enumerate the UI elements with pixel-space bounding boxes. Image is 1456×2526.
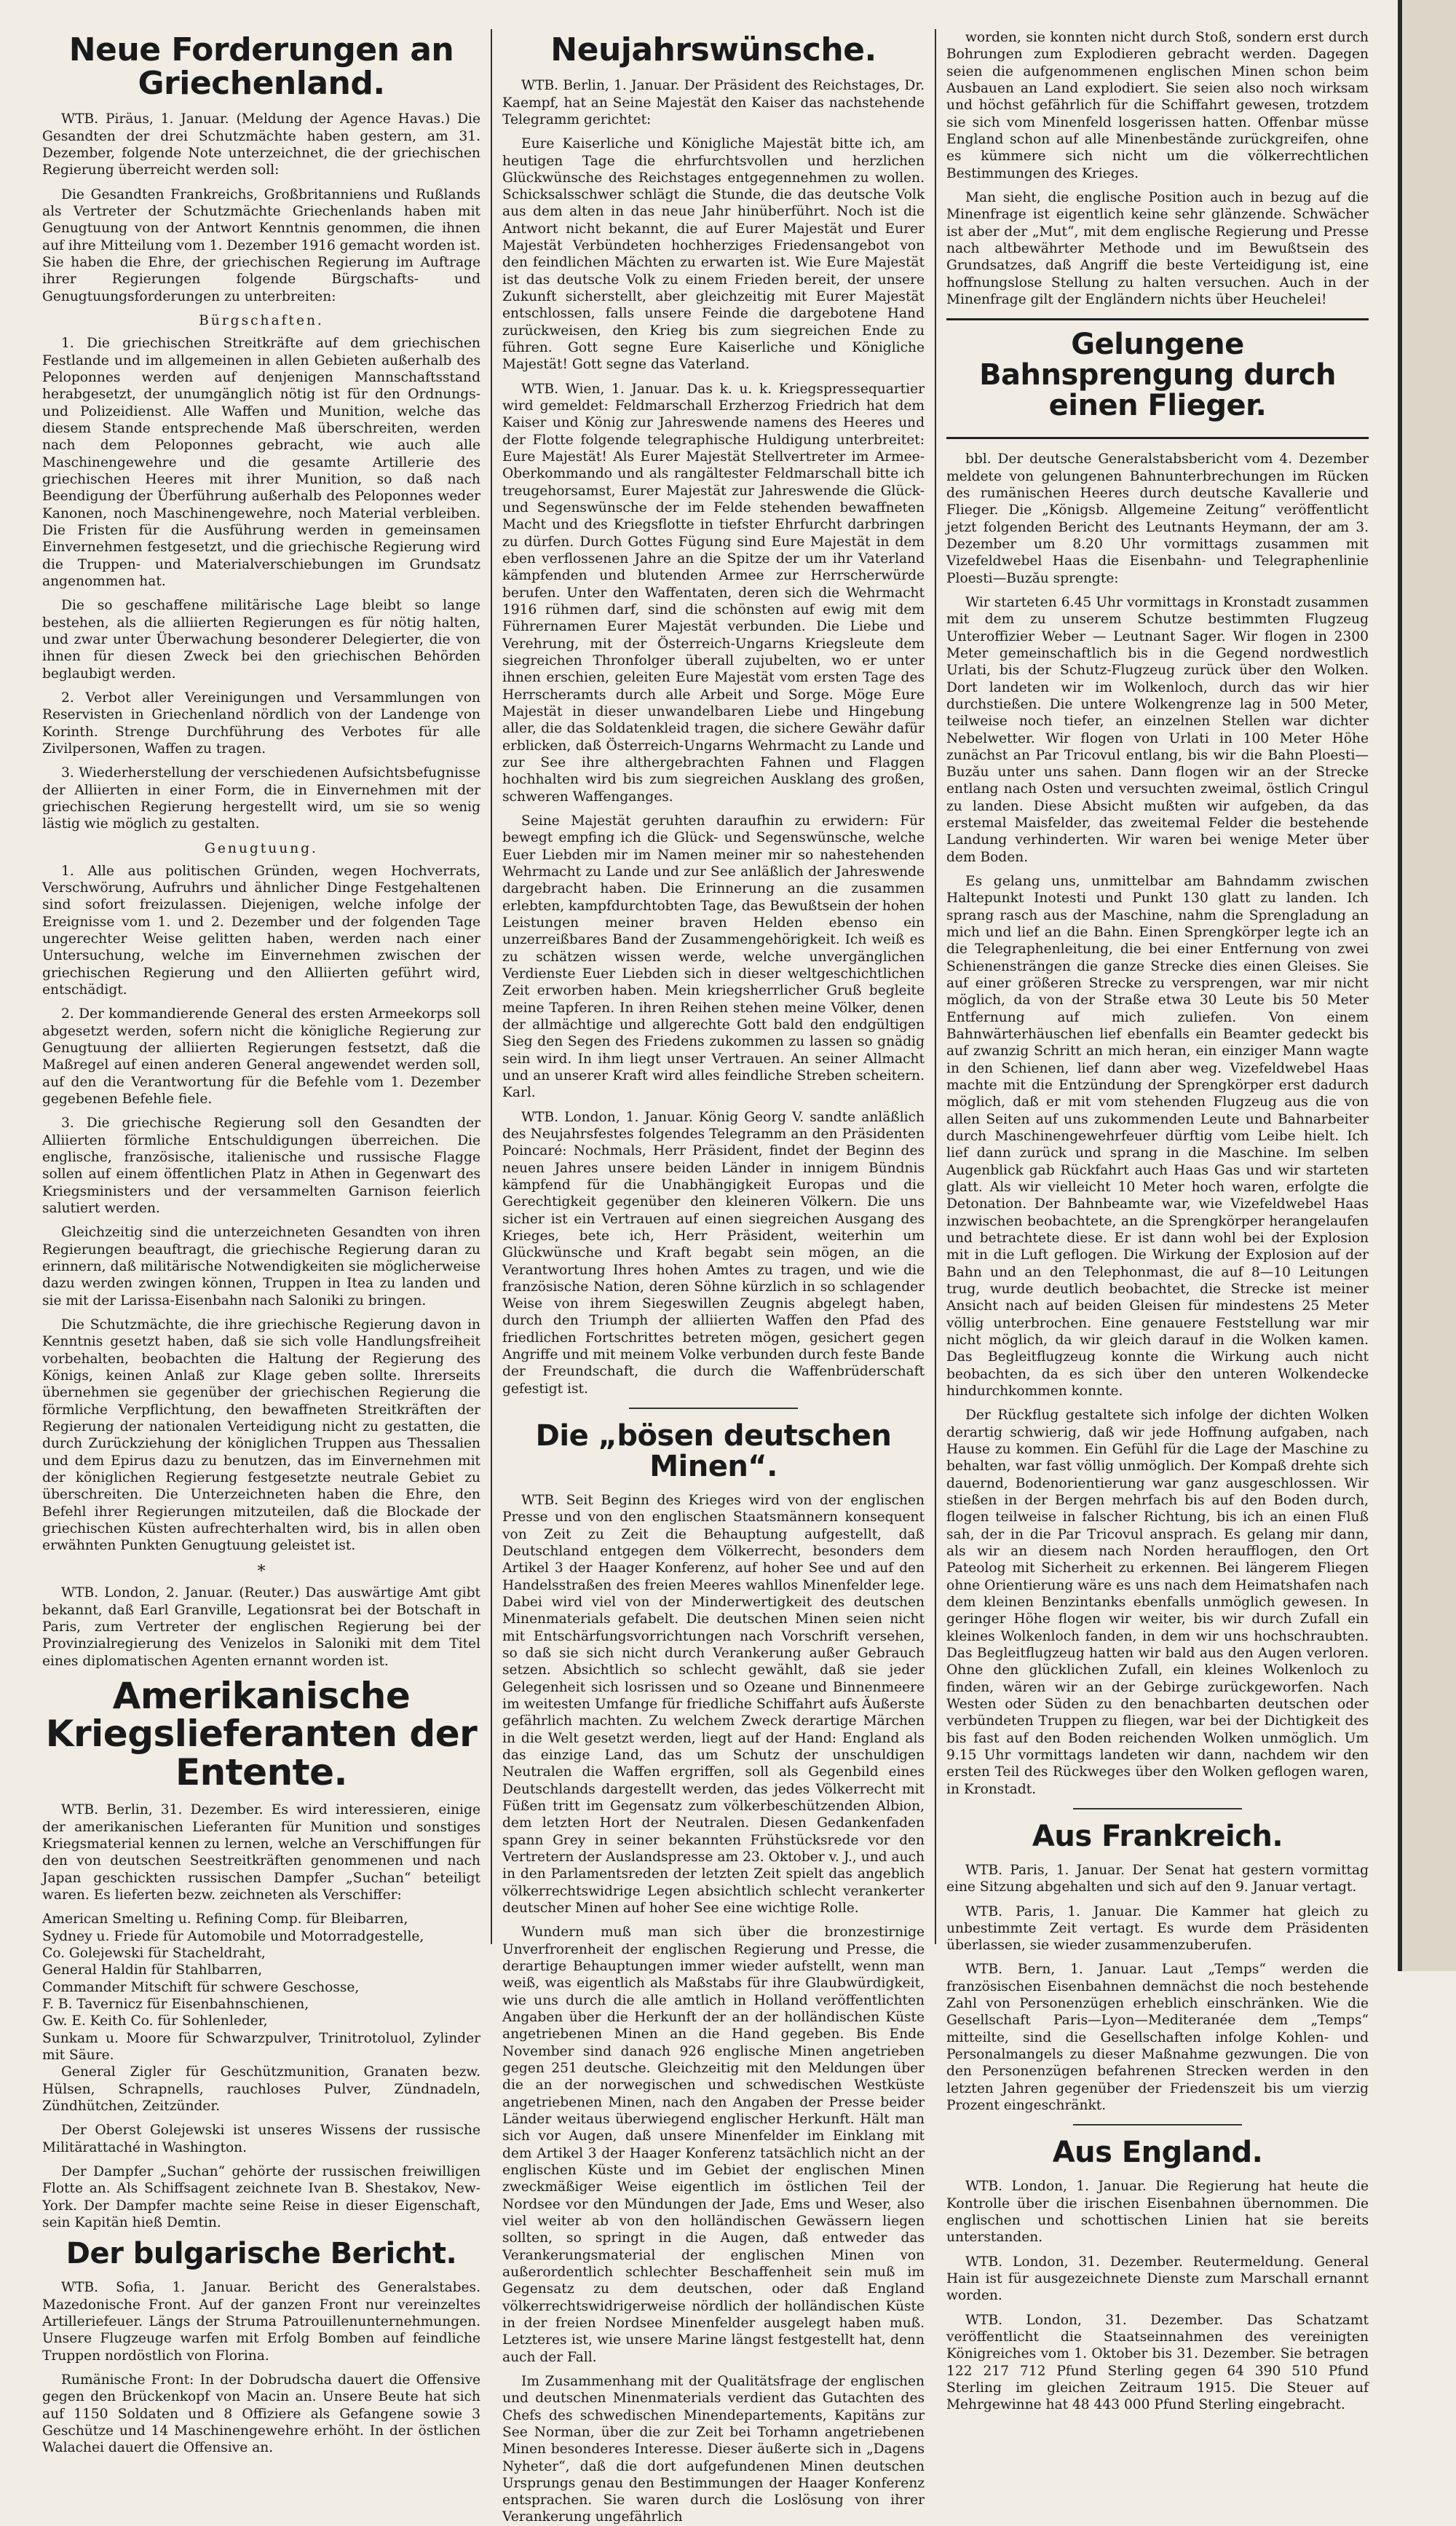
paragraph: WTB. Wien, 1. Januar. Das k. u. k. Kriegspressequartier wird gemeldet: Feldmarschall Erzherzog Friedrich hat dem Kaiser und König zur Jahreswende namens des Heeres und der Flotte folgende telegraphische Huldigung unterbreitet: Eure Majestät! Als Eurer Majestät Stellvertreter im Armee-Oberkommando und als rangältester Feldmarschall bitte ich treugehorsamst, Eurer Majestät zur Jahreswende die Glück- und Segenswünsche der im Felde stehenden bewaffneten Macht und des Kriegsflotte in tiefster Ehrfurcht darbringen zu dürfen. Durch Gottes Fügung sind Eure Majestät in dem eben verflossenen Jahre an die Spitze der um ihr Vaterland kämpfenden und blutenden Armee zur Herrscherwürde berufen. Unter den Waffentaten, deren sich die Wehrmacht 1916 rühmen darf, sind die schönsten auf ewig mit dem Führernamen Eurer Majestät verbunden. Die Liebe und Verehrung, mit der Österreich-Ungarns Kriegsleute dem siegreichen Thronfolger überall zujubelten, wo er unter ihnen erschien, geleiten Eure Majestät vom ersten Tage des Herrscheramts durch alle Arbeit und Sorge. Möge Eure Majestät in dieser unwandelbaren Liebe und Hingebung aller, die das Soldatenkleid tragen, die sichere Gewähr dafür erblicken, daß Österreich-Ungarns Wehrmacht zu Lande und zur See ihre althergebrachten Fahnen und Flaggen hochhalten wird bis zum siegreichen Ausklang des großen, schweren Waffenganges. xyxy=(502,381,925,805)
column-1 xyxy=(32,29,491,2456)
section-divider xyxy=(1073,1808,1242,1809)
headline-minen: Die „bösen deutschen Minen“. xyxy=(535,1419,892,1484)
list-item: F. B. Tavernicz für Eisenbahnschienen, xyxy=(42,1996,309,2012)
column-2 xyxy=(491,29,935,2525)
paragraph: WTB. London, 1. Januar. Die Regierung hat heute die Kontrolle über die irischen Eisenbahnen übernommen. Die englischen und schottischen Linien hat sie bereits unterstanden. xyxy=(946,2179,1369,2246)
section-divider xyxy=(1073,2124,1242,2126)
newspaper-page xyxy=(32,29,1379,2525)
paragraph: Der Rückflug gestaltete sich infolge der dichten Wolken derartig schwierig, daß wir jede Hoffnung aufgaben, nach Hause zu kommen. Ein Gefühl für die Lage der Maschine zu behalten, war fast völlig unmöglich. Der Kompaß drehte sich dauernd, Bodenorientierung war ganz ausgeschlossen. Wir stießen in der Bergen mehrfach bis auf den Boden durch, flogen teilweise in falscher Richtung, bis ich an einen Fluß sah, der in die Par Tricovul ansprach. Es gelang mir dann, als wir an diesem nach Norden heraufflogen, den Ort Pateolog mit Sicherheit zu erkennen. Bei längerem Fliegen ohne Orientierung wäre es uns nach dem Heimatshafen nach dem kleinen Benzintanks ebenfalls unmöglich gewesen. In geringer Höhe flogen wir weiter, bis wir durch Zufall ein kleines Wolkenloch fanden, in dem wir uns hochschraubten. Das Begleitflugzeug hatten wir bald aus den Augen verloren. Ohne den glücklichen Zufall, ein kleines Wolkenloch zu finden, wären wir an der Gebirge zurückgeworfen. Nach Westen oder Süden zu den benachbarten deutschen oder verbündeten Truppen zu fliegen, war bei der Dichtigkeit des bis fast auf den Boden reichenden Wolken unmöglich. Um 9.15 Uhr vormittags landeten wir dann, nachdem wir den ersten Teil des Rückweges über den Wolken geflogen waren, in Kronstadt. xyxy=(946,1408,1369,1797)
paragraph: WTB. Berlin, 1. Januar. Der Präsident des Reichstages, Dr. Kaempf, hat an Seine Majestät den Kaiser das nachstehende Telegramm gerichtet: xyxy=(502,78,925,127)
paragraph: worden, sie konnten nicht durch Stoß, sondern erst durch Bohrungen zum Explodieren gebracht werden. Dagegen seien die aufgenommenen englischen Minen schon beim Ausbauen an Land explodiert. Sie seien also noch wirksam und höchst gefährlich für die Schiffahrt gewesen, trotzdem sie sich vom Minenfeld losgerissen hatten. Offenbar müsse England schon auf alle Minenbestände zurückgreifen, ohne es kümmere sich nicht um die völkerrechtlichen Bestimmungen des Krieges. xyxy=(946,30,1369,181)
paragraph: Der Oberst Golejewski ist unseres Wissens der russische Militärattaché in Washington. xyxy=(42,2123,480,2155)
paragraph: Seine Majestät geruhten daraufhin zu erwidern: Für bewegt empfing ich die Glück- und Segenswünsche, welche Euer Liebden mir im Namen meiner mir so nahestehenden Wehrmacht zu Lande und zur See anläßlich der Jahreswende dargebracht haben. Die Erinnerung an die zusammen erlebten, kampfdurchtobten Tage, das Bewußtsein der hohen Leistungen meiner braven Helden ebenso ein unzerreißbares Band der Zusammengehörigkeit. Ich weiß es zu schätzen wissen werde, welche unvergänglichen Verdienste Euer Liebden sich in dieser weltgeschichtlichen Zeit erworben haben. Mein kriegsherrlicher Gruß begleite meine Tapferen. In ihren Reihen stehen meine Völker, denen der allmächtige und allgerechte Gott bald den endgültigen Sieg den Segen des Friedens zukommen zu lassen so gnädig sein wird. In ihm liegt unser Vertrauen. An seiner Allmacht und an unserer Kraft wird alles feindliche Streben scheitern. Karl. xyxy=(502,813,925,1101)
headline-frankreich: Aus Frankreich. xyxy=(1032,1819,1283,1853)
paragraph: WTB. Seit Beginn des Krieges wird von der englischen Presse und von den englischen Staatsmännern konsequent von Zeit zu Zeit die Behauptung aufgestellt, daß Deutschland entgegen dem Völkerrecht, besonders dem Artikel 3 der Haager Konferenz, auf hoher See und auf den Handelsstraßen des freien Meeres wahllos Minenfelder lege. Dabei wird viel von der Minderwertigkeit des deutschen Minenmaterials gefabelt. Die deutschen Minen seien nicht mit Entschärfungsvorrichtungen nach Vorschrift versehen, so daß sie sich nicht durch Verankerung außer Gebrauch setzen. Absichtlich so schlecht gewählt, daß sie jeder Gelegenheit sich losrissen und so Ozeane und Binnenmeere im weitesten Umfange für friedliche Schiffahrt aufs Äußerste gefährlich machten. Zu welchem Zweck derartige Märchen in die Welt gesetzt werden, liegt auf der Hand: England als das einzige Land, das um Schutz der unschuldigen Neutralen die Waffen ergriffen, soll als Gegenbild eines Deutschlands dargestellt werden, das jedes Völkerrecht mit Füßen tritt im Gegensatz zum völkerbeschützenden Albion, dem letzten Hort der Neutralen. Diesen Gedankenfaden spann Grey in seiner bekannten Frühstücksrede vor den Vertretern der Auslandspresse am 23. Oktober v. J., und auch in den Parlamentsreden der letzten Zeit spielt das angeblich völkerrechtswidrige Legen absichtlich schlecht verankerter deutscher Minen auf hoher See eine wichtige Rolle. xyxy=(502,1493,925,1916)
page-margin xyxy=(1402,0,1456,1971)
section-star: * xyxy=(257,1562,266,1581)
paragraph: WTB. Paris, 1. Januar. Die Kammer hat gleich zu unbestimmte Zeit vertagt. Es wurde dem Präsidenten überlassen, sie wieder zusammenzuberufen. xyxy=(946,1903,1369,1954)
list-item: Sunkam u. Moore für Schwarzpulver, Trinitrotoluol, Zylinder mit Säure. xyxy=(42,2030,480,2063)
paragraph: WTB. Piräus, 1. Januar. (Meldung der Agence Havas.) Die Gesandten der drei Schutzmächte haben gestern, am 31. Dezember, folgende Note unterzeichnet, die der griechischen Regierung überreicht werden soll: xyxy=(42,111,480,178)
headline-bulgarisch: Der bulgarische Bericht. xyxy=(66,2237,457,2271)
paragraph: 1. Alle aus politischen Gründen, wegen Hochverrats, Verschwörung, Aufruhrs und ähnlicher Dinge Festgehaltenen sind sofort freizulassen. Diejenigen, welche infolge der Ereignisse vom 1. und 2. Dezember und der folgenden Tage ungerechter Weise gelitten haben, werden nach einer Untersuchung, welche im Einvernehmen zwischen der griechischen Regierung und den Alliierten geführt wird, entschädigt. xyxy=(42,863,480,998)
subheading-buergschaften: Bürgschaften. xyxy=(199,312,324,328)
paragraph: Rumänische Front: In der Dobrudscha dauert die Offensive gegen den Brückenkopf von Macin an. Unsere Beute hat sich auf 1150 Soldaten und 8 Offiziere als Gefangene sowie 3 Geschütze und 14 Maschinengewehre erhöht. In der östlichen Walachei dauert die Offensive an. xyxy=(42,2372,480,2456)
headline-griechenland: Neue Forderungen an Griechenland. xyxy=(68,31,454,103)
supplier-list xyxy=(42,1911,480,2064)
headline-box xyxy=(946,318,1369,439)
paragraph: WTB. London, 31. Dezember. Das Schatzamt veröffentlicht die Staatseinnahmen des vereinigten Königreiches vom 1. Oktober bis 31. Dezember. Sie betragen 122 217 712 Pfund Sterling gegen 64 390 510 Pfund Sterling im gleichen Zeitraum 1915. Die Steuer auf Mehrgewinne hat 48 443 000 Pfund Sterling eingebracht. xyxy=(946,2312,1369,2413)
paragraph: Eure Kaiserliche und Königliche Majestät bitte ich, am heutigen Tage die ehrfurchtsvollen und herzlichen Glückwünsche des Reichstages entgegennehmen zu wollen. Schicksalsschwer schlägt die Stunde, die das deutsche Volk aus dem alten in das neue Jahr hinüberführt. Noch ist die Antwort nicht bekannt, die auf Eurer Majestät und Eurer Majestät Verbündeten hochherziges Friedensangebot von den feindlichen Mächten zu erwarten ist. Wie Eure Majestät ist das deutsche Volk zu einem Frieden bereit, der unsere Zukunft sicherstellt, aber gleichzeitig mit Eurer Majestät entschlossen, falls unsere Feinde die dargebotene Hand zurückweisen, den Krieg bis zum siegreichen Ende zu führen. Gott segne Eure Kaiserliche und Königliche Majestät! Gott segne das Vaterland. xyxy=(502,136,925,373)
paragraph: 2. Verbot aller Vereinigungen und Versammlungen von Reservisten in Griechenland nördlich von der Landenge von Korinth. Strenge Durchführung des Verbotes für alle Zivilpersonen, Waffen zu tragen. xyxy=(42,690,480,757)
paragraph: 3. Wiederherstellung der verschiedenen Aufsichtsbefugnisse der Alliierten in einer Form, die in Einvernehmen mit der griechischen Regierung hergestellt wird, um sie so wenig lästig wie möglich zu gestalten. xyxy=(42,765,480,832)
list-item: Gw. E. Keith Co. für Sohlenleder, xyxy=(42,2013,268,2029)
section-divider xyxy=(629,1408,798,1409)
paragraph: Die Gesandten Frankreichs, Großbritanniens und Rußlands als Vertreter der Schutzmächte Griechenlands haben mit Genugtuung von der Antwort Kenntnis genommen, die ihnen auf ihre Mitteilung vom 1. Dezember 1916 gemacht worden ist. Sie haben die Ehre, der griechischen Regierung im Auftrage ihrer Regierungen folgende Bürgschafts- und Genugtuungsforderungen zu unterbreiten: xyxy=(42,186,480,304)
paragraph: Im Zusammenhang mit der Qualitätsfrage der englischen und deutschen Minenmaterials verdient das Gutachten des Chefs des schwedischen Minendepartements, Kapitäns zur See Norman, über die zur Zeit bei Torhamn angetriebenen Minen besonderes Interesse. Dieser äußerte sich in „Dagens Nyheter“, daß die dort aufgefundenen Minen deutschen Ursprungs genau den Bestimmungen der Haager Konferenz entsprachen. Sie waren durch die Loslösung von ihrer Verankerung ungefährlich xyxy=(502,2373,925,2525)
paragraph: General Zigler für Geschützmunition, Granaten bezw. Hülsen, Schrapnells, rauchloses Pulver, Zündnadeln, Zündhütchen, Zeitzünder. xyxy=(42,2064,480,2114)
paragraph: 3. Die griechische Regierung soll den Gesandten der Alliierten förmliche Entschuldigungen überreichen. Die englische, französische, italienische und russische Flagge sollen auf einem öffentlichen Platz in Athen in Gegenwart des Kriegsministers und der versammelten Garnison feierlich salutiert werden. xyxy=(42,1116,480,1217)
list-item: American Smelting u. Refining Comp. für Bleibarren, xyxy=(42,1911,408,1927)
paragraph: Gleichzeitig sind die unterzeichneten Gesandten von ihren Regierungen beauftragt, die griechische Regierung daran zu erinnern, daß militärische Notwendigkeiten sie möglicherweise dazu werden zwingen können, Truppen in Itea zu landen und sie mit der Larissa-Eisenbahn nach Saloniki zu bringen. xyxy=(42,1225,480,1309)
paragraph: WTB. Berlin, 31. Dezember. Es wird interessieren, einige der amerikanischen Lieferanten für Munition und sonstiges Kriegsmaterial kennen zu lernen, welche an Verschiffungen für den von deutschen Seestreitkräften genommenen und nach Japan geschickten russischen Dampfer „Suchan“ beteiligt waren. Es lieferten bezw. zeichneten als Verschiffer: xyxy=(42,1802,480,1903)
paragraph: Wundern muß man sich über die bronzestirnige Unverfrorenheit der englischen Regierung und Presse, die derartige Behauptungen immer wieder aufstellt, wenn man weiß, was eigentlich als Maßstabs für ihre Glaubwürdigkeit, wie uns durch die alle amtlich in Holland veröffentlichten Angaben über die Herkunft der an der holländischen Küste angetriebenen Minen an die Hand gegeben. Bis Ende November sind danach 926 englische Minen angetrieben gegen 251 deutsche. Gleichzeitig mit den Meldungen über die an der norwegischen und schwedischen Westküste angetriebenen Minen, nach den Angaben der Presse beider Länder weitaus überwiegend englischer Herkunft. Hält man sich vor Augen, daß unsere Minenfelder im Einklang mit dem Artikel 3 der Haager Konferenz tatsächlich nicht an der englischen Küste und im Gebiet der englischen Minen zweckmäßiger Weise eigentlich im östlichen Teil der Nordsee vor den Mündungen der Jade, Ems und Weser, also viel weiter ab von den holländischen Gewässern liegen sollten, so springt in die Augen, daß entweder das Verankerungsmaterial der englischen Minen von außerordentlich schlechter Beschaffenheit sein muß im Gegensatz zu dem deutschen, oder daß England völkerrechtswidrigerweise nördlich der holländischen Küste in der freien Nordsee Minenfelder ausgelegt haben muß. Letzteres ist, wie unsere Marine längst festgestellt hat, denn auch der Fall. xyxy=(502,1925,925,2365)
paragraph: Die so geschaffene militärische Lage bleibt so lange bestehen, als die alliierten Regierungen es für nötig halten, und zwar unter Überwachung besonderer Delegierter, die von ihnen für diesen Zweck bei den griechischen Behörden beglaubigt werden. xyxy=(42,598,480,682)
paragraph: 1. Die griechischen Streitkräfte auf dem griechischen Festlande und im allgemeinen in allen Gebieten außerhalb des Peloponnes werden auf denjenigen Mannschaftsstand herabgesetzt, der unumgänglich nötig ist für den Ordnungs- und Polizeidienst. Alle Waffen und Munition, welche das diesem Stande entsprechende Maß überschreiten, werden nach dem Peloponnes gebracht, wie auch alle Maschinengewehre und die gesamte Artillerie des griechischen Heeres mit ihrer Munition, so daß nach Beendigung der Überführung außerhalb des Peloponnes weder Kanonen, noch Maschinengewehre, noch Material verbleiben. Die Fristen für die Ausführung werden in gemeinsamen Einvernehmen festgesetzt, und die griechische Regierung wird die Truppen- und Materialverschiebungen im Grundsatz angenommen hat. xyxy=(42,336,480,589)
paragraph: WTB. London, 31. Dezember. Reutermeldung. General Hain ist für ausgezeichnete Dienste zum Marschall ernannt worden. xyxy=(946,2254,1369,2304)
headline-bahnsprengung: Gelungene Bahnsprengung durch einen Flieger. xyxy=(979,328,1336,423)
paragraph: 2. Der kommandierende General des ersten Armeekorps soll abgesetzt werden, sofern nicht die königliche Regierung zur Genugtuung der alliierten Regierungen festsetzt, daß die Maßregel auf einen anderen General angewendet werden soll, auf den die Verantwortung für die Befehle vom 1. Dezember gegebenen Befehle fiele. xyxy=(42,1006,480,1108)
subheading-genugtuung: Genugtuung. xyxy=(205,840,318,856)
paragraph: Es gelang uns, unmittelbar am Bahndamm zwischen Haltepunkt Inotesti und Punkt 130 glatt zu landen. Ich sprang rasch aus der Maschine, nahm die Sprengladung an mich und lief an die Bahn. Einen Sprengkörper legte ich an die Telegraphenleitung, die bei einer Entfernung von zwei Schienensträngen die ganze Strecke dies einen Gleises. Sie auf einer größeren Strecke zu versprengen, war mir nicht möglich, da von der Straße etwa 30 Leute bis 50 Meter Entfernung auf mich zuliefen. Von einem Bahnwärterhäuschen lief ebenfalls ein Beamter gedeckt bis auf zwanzig Schritt an mich heran, ein einziger Mann wagte in den Schienen, lief dann aber weg. Vizefeldwebel Haas machte mit die Entzündung der Sprengkörper erst dadurch möglich, daß er mit vom stehenden Flugzeug aus die von allen Seiten auf uns zukommenden Leute und Bahnarbeiter durch Maschinengewehrfeuer dürftig vom Leibe hielt. Ich lief dann zurück und sprang in die Maschine. Im selben Augenblick gab Rückfahrt auch Haas Gas und wir starteten glatt. Als wir vielleicht 10 Meter hoch waren, erfolgte die Detonation. Der Bahnbeamte war, wie Vizefeldwebel Haas inzwischen beobachtete, an die Sprengkörper herangelaufen und betrachtete diese. Er ist dann wohl bei der Explosion mit in die Luft geflogen. Die Wirkung der Explosion auf der Bahn und an den Telephonmast, die auf 8—10 Leitungen trug, wurde deutlich beobachtet, die Strecke ist meiner Ansicht nach auf beiden Gleisen für mindestens 25 Meter völlig unterbrochen. Eine genauere Feststellung war mir nicht möglich, da wir gleich darauf in die Wolken kamen. Das Begleitflugzeug konnte die Wirkung auch nicht beobachten, da es sich über den unteren Wolkendecke hindurchkommen konnte. xyxy=(946,874,1369,1399)
paragraph: Wir starteten 6.45 Uhr vormittags in Kronstadt zusammen mit dem zu unserem Schutze bestimmten Flugzeug Unteroffizier Weber — Leutnant Sager. Wir flogen in 2300 Meter gemeinschaftlich bis in die Gegend nordwestlich Urlati, bis der Schutz-Flugzeug zurück über den Wolken. Dort landeten wir im Wolkenloch, durch das wir hier durchstießen. Die untere Wolkengrenze lag in 500 Meter, teilweise noch tiefer, an einzelnen Stellen war dichter Nebelwetter. Wir flogen von Urlati in 100 Meter Höhe zunächst an Par Tricovul entlang, bis wir die Bahn Ploesti—Buzău unter uns sahen. Dann flogen wir an der Strecke entlang nach Osten und versuchten zweimal, östlich Cringul zu landen. Diese Absicht mußten wir aufgeben, da das erstemal Maisfelder, das zweitemal Felder die bestehende Landung verhinderten. Wir waren bei wenige Meter über dem Boden. xyxy=(946,594,1369,865)
headline-kriegslieferanten: Amerikanische Kriegslieferanten der Entente. xyxy=(45,1674,478,1793)
paragraph: WTB. London, 1. Januar. König Georg V. sandte anläßlich des Neujahrsfestes folgendes Telegramm an den Präsidenten Poincaré: Nochmals, Herr Präsident, findet der Beginn des neuen Jahres unsere beiden Länder in innigem Bündnis kämpfend für die Unabhängigkeit Europas und die Gerechtigkeit gegenüber den kleineren Völkern. Die uns sicher ist ein Vertrauen auf einen siegreichen Ausgang des Krieges, bete ich, Herr Präsident, weiterhin um Glückwünsche und Kraft begabt sein mögen, an die Verantwortung Ihres hohen Amtes zu tragen, und wie die französische Nation, deren Söhne kürzlich in so schlagender Weise von ihrem Siegeswillen Zeugnis abgelegt haben, durch den Triumph der alliierten Waffen den Pfad des friedlichen Fortschrittes betreten mögen, gesichert gegen Angriffe und mit meinem Volke verbunden durch feste Bande der Freundschaft, die durch die Waffenbrüderschaft gefestigt ist. xyxy=(502,1109,925,1397)
paragraph: Der Dampfer „Suchan“ gehörte der russischen freiwilligen Flotte an. Als Schiffsagent zeichnete Ivan B. Shestakov, New-York. Der Dampfer machte seine Reise in dieser Eigenschaft, sein Kapitän hieß Demtin. xyxy=(42,2163,480,2230)
list-item: Sydney u. Friede für Automobile und Motorradgestelle, xyxy=(42,1928,424,1944)
paragraph: bbl. Der deutsche Generalstabsbericht vom 4. Dezember meldete von gelungenen Bahnunterbrechungen im Rücken des rumänischen Heeres durch deutsche Kavallerie und Flieger. Die „Königsb. Allgemeine Zeitung“ veröffentlicht jetzt folgenden Bericht des Leutnants Heymann, der am 3. Dezember um 8.20 Uhr vormittags zusammen mit Vizefeldwebel Haas die Eisenbahn- und Telegraphenlinie Ploesti—Buzău sprengte: xyxy=(946,451,1369,586)
paragraph: Man sieht, die englische Position auch in bezug auf die Minenfrage ist eigentlich keine sehr glänzende. Schwächer ist aber der „Mut“, mit dem englische Regierung und Presse nach altbewährter Methode und im Bewußtsein des Grundsatzes, daß Angriff die beste Verteidigung ist, eine hoffnungslose Stellung zu halten versuchen. Auch in der Minenfrage gilt der Engländern nichts über Heuchelei! xyxy=(946,189,1369,307)
headline-england: Aus England. xyxy=(1052,2136,1263,2170)
column-3 xyxy=(935,29,1379,2413)
list-item: General Haldin für Stahlbarren, xyxy=(42,1962,263,1978)
headline-neujahrswuensche: Neujahrswünsche. xyxy=(550,31,877,68)
list-item: Co. Golejewski für Stacheldraht, xyxy=(42,1946,266,1961)
paragraph: WTB. Sofia, 1. Januar. Bericht des Generalstabes. Mazedonische Front. Auf der ganzen Front nur vereinzeltes Artilleriefeuer. Längs der Struma Patrouillenunternehmungen. Unsere Flugzeuge warfen mit Erfolg Bomben auf feindliche Truppen nordöstlich von Florina. xyxy=(42,2280,480,2364)
paragraph: WTB. Bern, 1. Januar. Laut „Temps“ werden die französischen Eisenbahnen demnächst die noch bestehende Zahl von Personenzügen erheblich einschränken. Wie die Gesellschaft Paris—Lyon—Mediteranée dem „Temps“ mitteilte, sind die Gesellschaften infolge Kohlen- und Personalmangels zu dieser Maßnahme gezwungen. Die von den Personenzügen befahrenen Strecken werden in den letzten Jahren gegenüber der Friedenszeit bis um vierzig Prozent eingeschränkt. xyxy=(946,1962,1369,2114)
list-item: Commander Mitschift für schwere Geschosse, xyxy=(42,1979,360,1995)
paragraph: Die Schutzmächte, die ihre griechische Regierung davon in Kenntnis gesetzt haben, daß sie sich volle Handlungsfreiheit vorbehalten, beobachten die Haltung der Regierung des Königs, keinen Anlaß zur Klage geben sollte. Ihrerseits übernehmen sie gegenüber der griechischen Regierung die förmliche Verpflichtung, den bewaffneten Streitkräften der Regierung der nationalen Verteidigung nicht zu gestatten, die durch Zurückziehung der königlichen Truppen aus Thessalien und dem Epirus dazu zu benutzen, das im Einvernehmen mit der königlichen Regierung festgesetzte neutrale Gebiet zu überschreiten. Die Unterzeichneten haben die Ehre, den Befehl ihrer Regierungen mitzuteilen, daß die Blockade der griechischen Küsten aufrechterhalten wird, bis in allen oben erwähnten Punkten Genugtuung geleistet ist. xyxy=(42,1317,480,1554)
paragraph: WTB. Paris, 1. Januar. Der Senat hat gestern vormittag eine Sitzung abgehalten und sich auf den 9. Januar vertagt. xyxy=(946,1862,1369,1895)
paragraph: WTB. London, 2. Januar. (Reuter.) Das auswärtige Amt gibt bekannt, daß Earl Granville, Legationsrat bei der Botschaft in Paris, zum Vertreter der englischen Regierung bei der Provinzialregierung des Venizelos in Saloniki mit dem Titel eines diplomatischen Agenten ernannt worden ist. xyxy=(42,1585,480,1669)
